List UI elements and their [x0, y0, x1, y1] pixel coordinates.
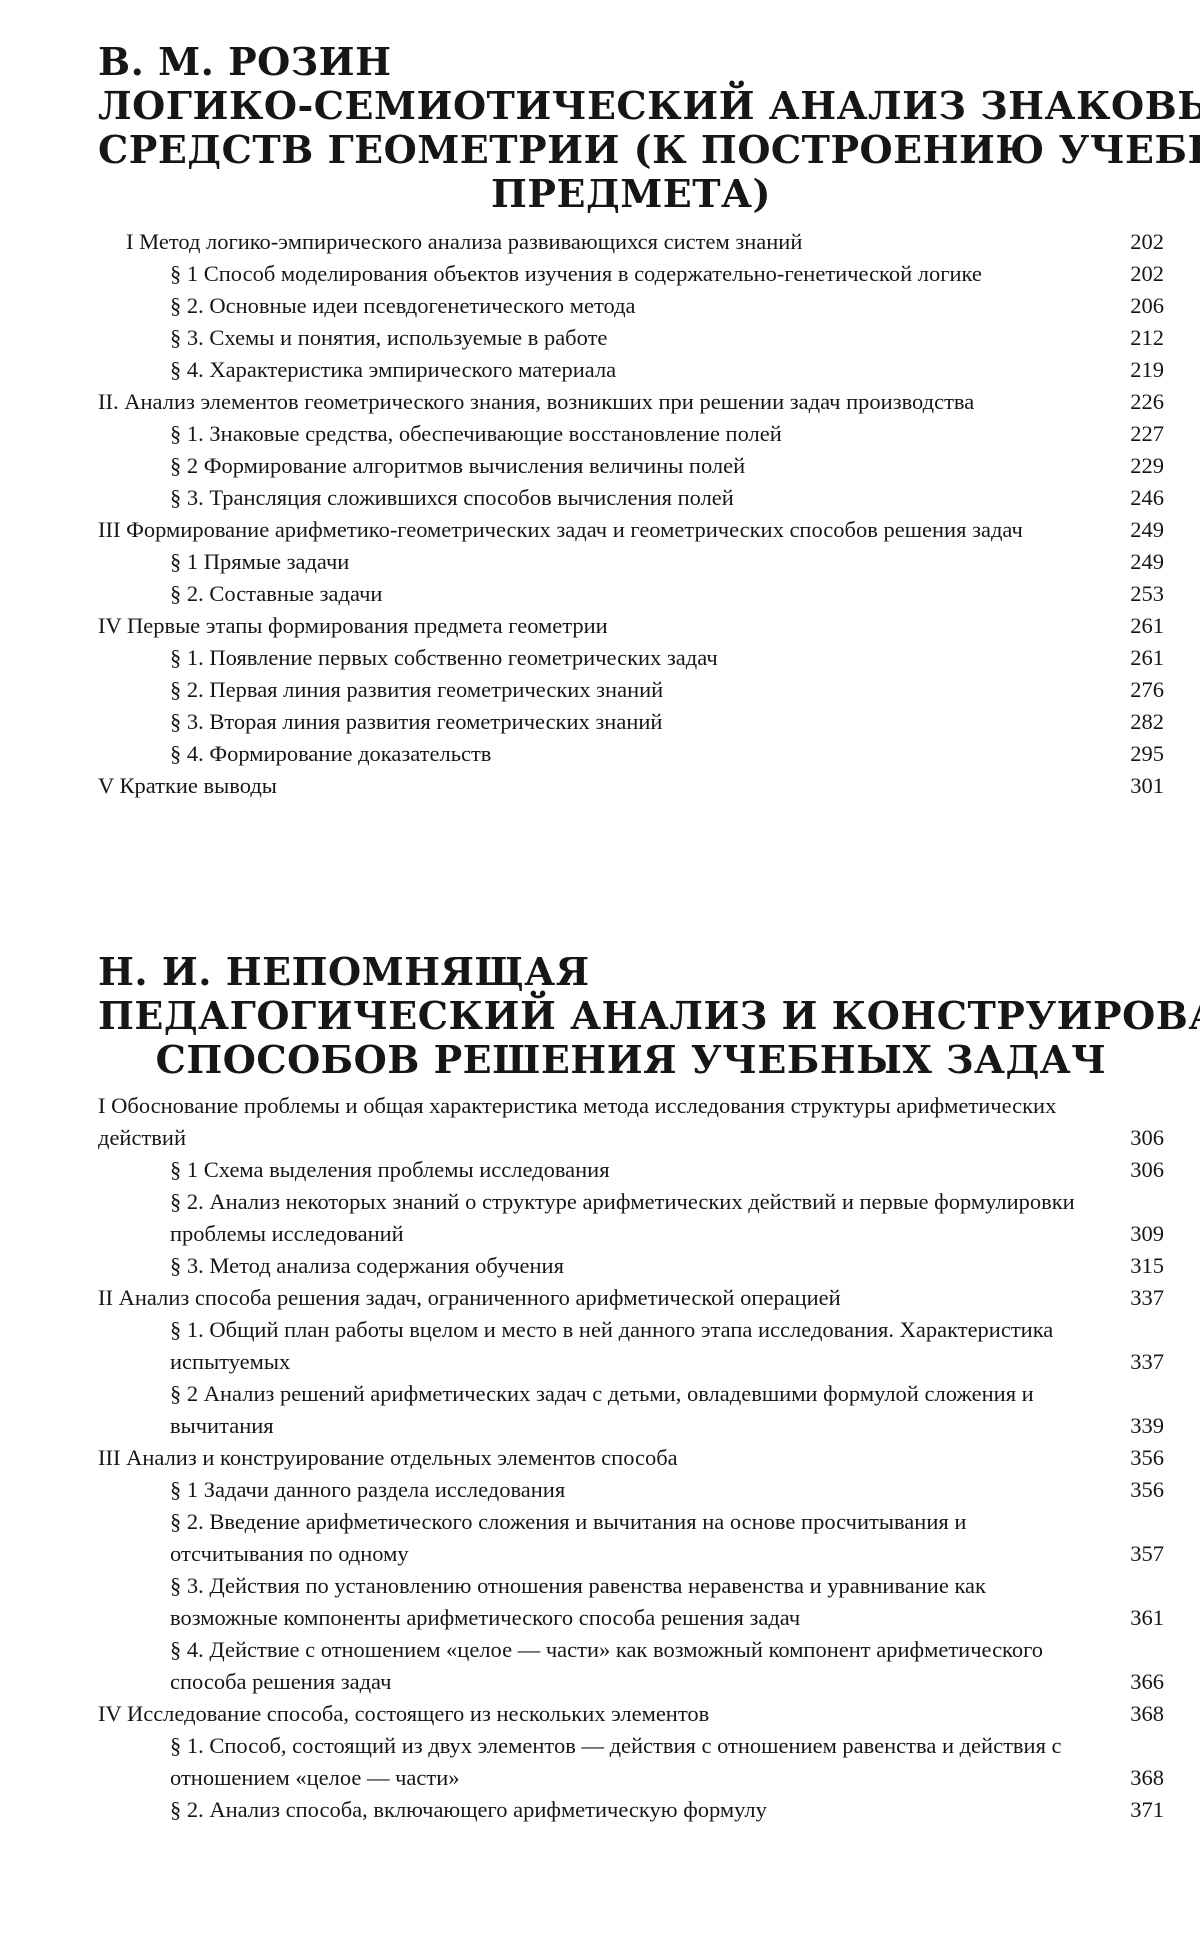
toc-section[interactable]	[98, 1570, 1164, 1634]
toc-entry-text: § 2 Анализ решений арифметических задач с детьми, овладевшими формулой сложения и вычитания	[170, 1378, 1164, 1442]
toc-page-number: 227	[1130, 418, 1164, 450]
toc-page-number: 202	[1130, 258, 1164, 290]
toc-page-number: 371	[1130, 1794, 1164, 1826]
toc-page-number: 357	[1130, 1538, 1164, 1570]
toc-entry-text: I Метод логико-эмпирического анализа развивающихся систем знаний	[98, 226, 1164, 258]
toc-entry-text: V Краткие выводы	[98, 770, 1164, 802]
toc-page-number: 366	[1130, 1666, 1164, 1698]
toc-section[interactable]	[98, 706, 1164, 738]
toc-section[interactable]	[98, 482, 1164, 514]
toc-entry-text: § 2. Анализ некоторых знаний о структуре арифметических действий и первые формулировки проблемы исследований	[170, 1186, 1164, 1250]
toc-page-number: 202	[1130, 226, 1164, 258]
toc-section[interactable]	[98, 1154, 1164, 1186]
toc-entry-text: § 4. Характеристика эмпирического материала	[170, 354, 1164, 386]
toc-page-number: 219	[1130, 354, 1164, 386]
author-name: Н. И. НЕПОМНЯЩАЯ	[98, 950, 1164, 994]
toc-page-number: 295	[1130, 738, 1164, 770]
toc-entry-text: III Анализ и конструирование отдельных элементов способа	[98, 1442, 1164, 1474]
toc-page-number: 253	[1130, 578, 1164, 610]
toc-entry-text: IV Первые этапы формирования предмета геометрии	[98, 610, 1164, 642]
toc-page-number: 309	[1130, 1218, 1164, 1250]
toc-entry-text: § 1 Прямые задачи	[170, 546, 1164, 578]
toc-entry-text: § 3. Схемы и понятия, используемые в работе	[170, 322, 1164, 354]
section-header-nepomnyashchaya	[98, 950, 1164, 1082]
toc-entry-text: § 1. Появление первых собственно геометрических задач	[170, 642, 1164, 674]
toc-section[interactable]	[98, 1506, 1164, 1570]
toc-page-number: 229	[1130, 450, 1164, 482]
toc-section[interactable]	[98, 1250, 1164, 1282]
toc-page-number: 356	[1130, 1474, 1164, 1506]
toc-section[interactable]	[98, 1794, 1164, 1826]
toc-page-number: 361	[1130, 1602, 1164, 1634]
article-title-line: СРЕДСТВ ГЕОМЕТРИИ (К ПОСТРОЕНИЮ УЧЕБНОГО	[98, 128, 1164, 172]
article-title-line: ПРЕДМЕТА)	[98, 172, 1164, 216]
toc-chapter[interactable]	[98, 514, 1164, 546]
toc-entry-text: § 1. Способ, состоящий из двух элементов — действия с отношением равенства и действия с отношением «целое — части»	[170, 1730, 1164, 1794]
toc-chapter[interactable]	[98, 1698, 1164, 1730]
toc-section[interactable]	[98, 738, 1164, 770]
toc-page-number: 261	[1130, 642, 1164, 674]
toc-section[interactable]	[98, 322, 1164, 354]
toc-page-number: 339	[1130, 1410, 1164, 1442]
toc-page-number: 249	[1130, 546, 1164, 578]
toc-entry-text: § 1 Задачи данного раздела исследования	[170, 1474, 1164, 1506]
toc-page-number: 206	[1130, 290, 1164, 322]
toc-section[interactable]	[98, 290, 1164, 322]
toc-page-number: 212	[1130, 322, 1164, 354]
toc-entry-text: § 3. Вторая линия развития геометрических знаний	[170, 706, 1164, 738]
toc-section[interactable]	[98, 354, 1164, 386]
toc-entry-text: § 1 Схема выделения проблемы исследования	[170, 1154, 1164, 1186]
toc-page-number: 246	[1130, 482, 1164, 514]
toc-section[interactable]	[98, 1730, 1164, 1794]
toc-entry-text: § 3. Действия по установлению отношения равенства неравенства и уравнивание как возможные компоненты арифметического способа решения задач	[170, 1570, 1164, 1634]
toc-chapter[interactable]	[98, 1282, 1164, 1314]
toc-section[interactable]	[98, 1474, 1164, 1506]
toc-entry-text: § 2. Основные идеи псевдогенетического метода	[170, 290, 1164, 322]
toc-page-number: 356	[1130, 1442, 1164, 1474]
toc-entry-text: § 3. Метод анализа содержания обучения	[170, 1250, 1164, 1282]
toc-section[interactable]	[98, 578, 1164, 610]
toc-entry-text: II. Анализ элементов геометрического знания, возникших при решении задач производства	[98, 386, 1164, 418]
toc-chapter[interactable]	[98, 1090, 1164, 1154]
toc-section[interactable]	[98, 1378, 1164, 1442]
toc-section[interactable]	[98, 1314, 1164, 1378]
toc-entry-text: III Формирование арифметико-геометрических задач и геометрических способов решения задач	[98, 514, 1164, 546]
toc-entry-text: § 4. Действие с отношением «целое — части» как возможный компонент арифметического способа решения задач	[170, 1634, 1164, 1698]
toc-page-number: 249	[1130, 514, 1164, 546]
toc-entry-text: § 1. Общий план работы вцелом и место в ней данного этапа исследования. Характеристика испытуемых	[170, 1314, 1164, 1378]
toc-page-number: 337	[1130, 1282, 1164, 1314]
toc-page-number: 301	[1130, 770, 1164, 802]
book-page	[0, 0, 1200, 1936]
toc-section[interactable]	[98, 418, 1164, 450]
toc-page-number: 337	[1130, 1346, 1164, 1378]
toc-entry-text: I Обоснование проблемы и общая характеристика метода исследования структуры арифметических действий	[98, 1090, 1164, 1154]
table-of-contents-rozin	[98, 226, 1164, 802]
author-name: В. М. РОЗИН	[98, 40, 1164, 84]
toc-entry-text: § 1. Знаковые средства, обеспечивающие восстановление полей	[170, 418, 1164, 450]
toc-section[interactable]	[98, 546, 1164, 578]
section-header-rozin	[98, 40, 1164, 216]
toc-entry-text: § 2. Первая линия развития геометрических знаний	[170, 674, 1164, 706]
article-title-line: СПОСОБОВ РЕШЕНИЯ УЧЕБНЫХ ЗАДАЧ	[98, 1038, 1164, 1082]
toc-page-number: 226	[1130, 386, 1164, 418]
toc-entry-text: § 2. Анализ способа, включающего арифметическую формулу	[170, 1794, 1164, 1826]
toc-chapter[interactable]	[98, 226, 1164, 258]
toc-page-number: 306	[1130, 1154, 1164, 1186]
article-title-line: ПЕДАГОГИЧЕСКИЙ АНАЛИЗ И КОНСТРУИРОВАНИЕ	[98, 994, 1164, 1038]
table-of-contents-nepomnyashchaya	[98, 1090, 1164, 1826]
toc-chapter[interactable]	[98, 386, 1164, 418]
toc-section[interactable]	[98, 258, 1164, 290]
toc-chapter[interactable]	[98, 610, 1164, 642]
toc-entry-text: II Анализ способа решения задач, ограниченного арифметической операцией	[98, 1282, 1164, 1314]
article-title-line: ЛОГИКО-СЕМИОТИЧЕСКИЙ АНАЛИЗ ЗНАКОВЫХ	[98, 84, 1164, 128]
toc-page-number: 315	[1130, 1250, 1164, 1282]
toc-entry-text: § 2. Составные задачи	[170, 578, 1164, 610]
toc-section[interactable]	[98, 1186, 1164, 1250]
toc-page-number: 368	[1130, 1698, 1164, 1730]
toc-section[interactable]	[98, 1634, 1164, 1698]
toc-entry-text: § 1 Способ моделирования объектов изучения в содержательно-генетической логике	[170, 258, 1164, 290]
toc-entry-text: § 2. Введение арифметического сложения и вычитания на основе просчитывания и отсчитывания по одному	[170, 1506, 1164, 1570]
toc-chapter[interactable]	[98, 1442, 1164, 1474]
toc-entry-text: § 3. Трансляция сложившихся способов вычисления полей	[170, 482, 1164, 514]
toc-page-number: 368	[1130, 1762, 1164, 1794]
toc-section[interactable]	[98, 674, 1164, 706]
toc-entry-text: § 4. Формирование доказательств	[170, 738, 1164, 770]
toc-section[interactable]	[98, 450, 1164, 482]
toc-page-number: 276	[1130, 674, 1164, 706]
toc-page-number: 282	[1130, 706, 1164, 738]
toc-section[interactable]	[98, 642, 1164, 674]
toc-page-number: 261	[1130, 610, 1164, 642]
toc-chapter[interactable]	[98, 770, 1164, 802]
toc-entry-text: IV Исследование способа, состоящего из нескольких элементов	[98, 1698, 1164, 1730]
toc-page-number: 306	[1130, 1122, 1164, 1154]
toc-entry-text: § 2 Формирование алгоритмов вычисления величины полей	[170, 450, 1164, 482]
